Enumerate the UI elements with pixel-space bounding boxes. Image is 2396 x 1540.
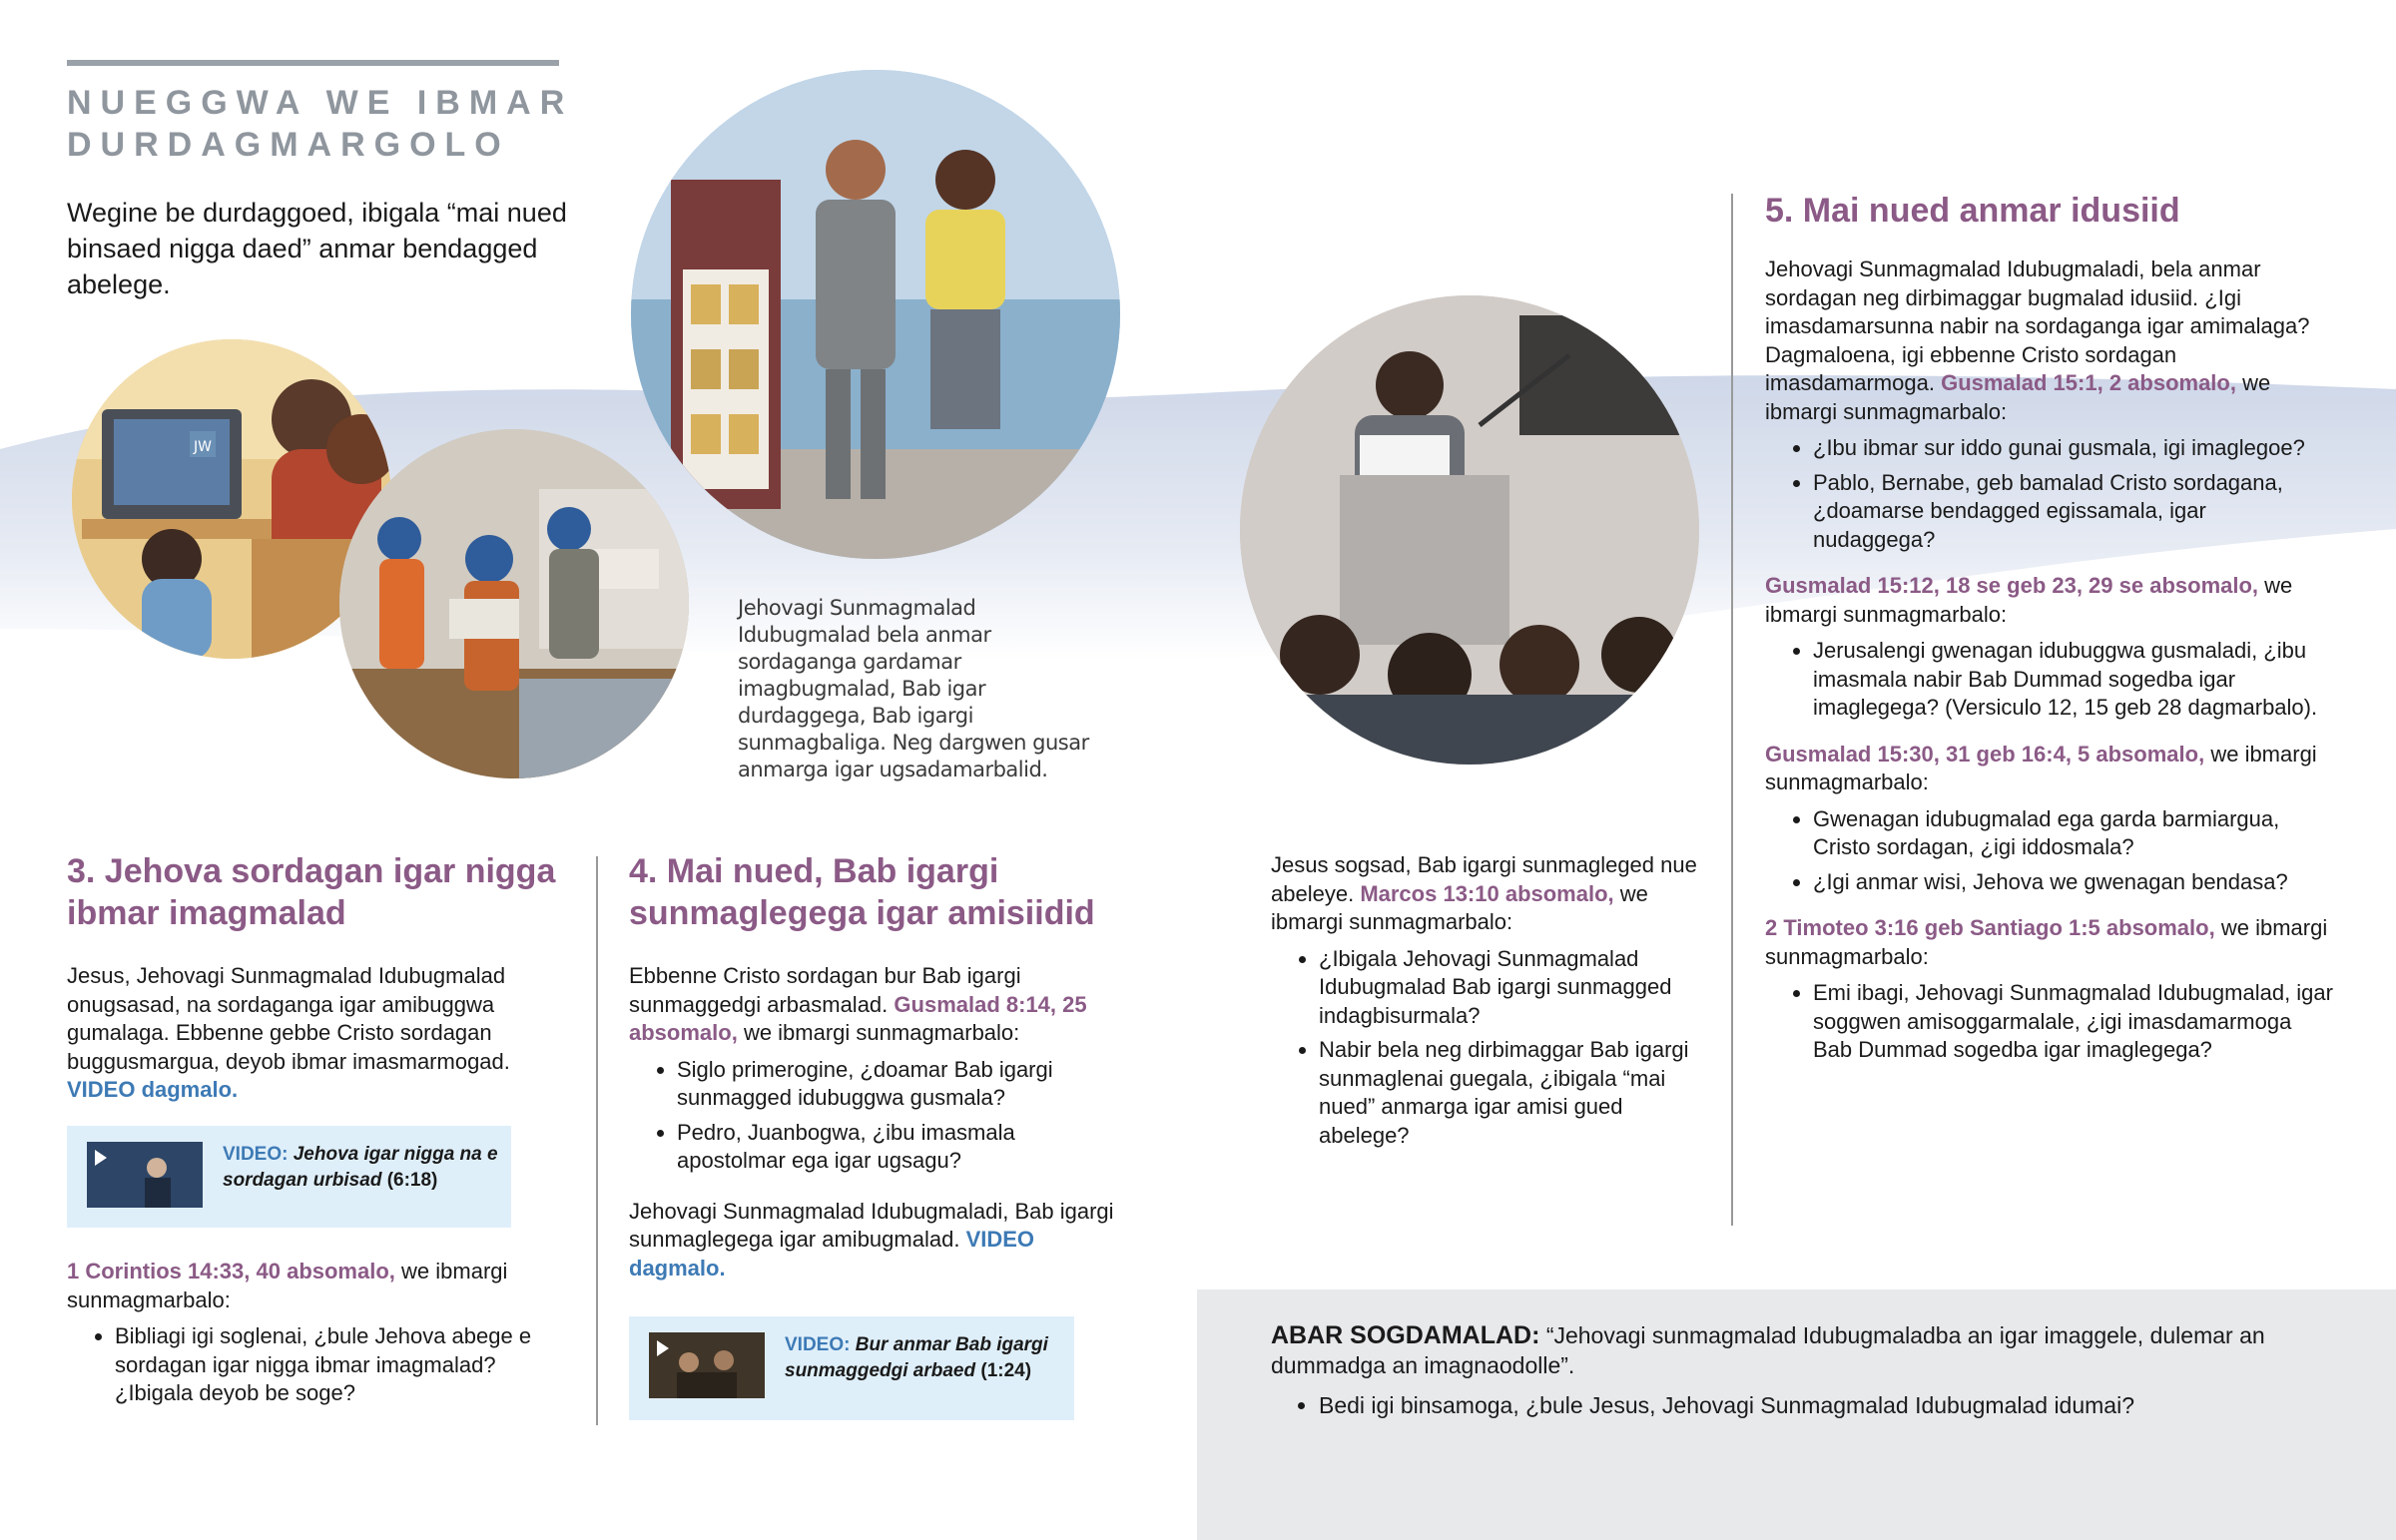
section-4-video-link[interactable]: VIDEO dagmalo. <box>629 1227 1035 1281</box>
section-5-ref-1[interactable]: Gusmalad 15:1, 2 absomalo, <box>1941 370 2236 395</box>
column-divider <box>1731 194 1733 1226</box>
section-4-body-2: Jehovagi Sunmagmalad Idubugmaladi, Bab igargi sunmaglegega igar amibugmalad. VIDEO dagmalo. <box>629 1198 1114 1281</box>
objection-block <box>1271 1320 2269 1426</box>
section-4-body: Ebbenne Cristo sordagan bur Bab igargi sunmaggedgi arbasmalad. Gusmalad 8:14, 25 absomalo, we ibmargi sunmagmarbalo: <box>629 963 1087 1045</box>
video-thumbnail[interactable] <box>87 1142 203 1208</box>
section-5-ref-4[interactable]: 2 Timoteo 3:16 geb Santiago 1:5 absomalo, <box>1765 915 2215 940</box>
objection-label: ABAR SOGDAMALAD: <box>1271 1321 1540 1349</box>
section-5-ref-2[interactable]: Gusmalad 15:12, 18 se geb 23, 29 se absomalo, <box>1765 573 2259 598</box>
section-5: 5. Mai nued anmar idusiid Jehovagi Sunmagmalad Idubugmaladi, bela anmar sordagan neg dirbimaggar bugmalad idusiid. ¿Igi imasdamarsunna nabir na sordaganga igar amimalaga? Dagmaloena, igi ebbenne Cristo sordagan imasdamarmoga. Gusmalad 15:1, 2 absomalo, we ibmargi sunmagmarbalo: • ¿Ibu ibmar sur iddo gunai gusmala, igi imaglegoe? • Pablo, Bernabe, geb bamalad Cristo sordagana, ¿doamarse bendagged egissamala, igar nudaggega? Gusmalad 15:12, 18 se geb 23, 29 se absomalo, we ibmargi sunmagmarbalo: • Jerusalengi gwenagan idubuggwa gusmaladi, ¿ibu imasmala nabir Bab Dummad sogedba igar imaglegega? (Versiculo 12, 15 geb 28 dagmarbalo). Gusmalad 15:30, 31 geb 16:4, 5 absomalo, we ibmargi sunmagmarbalo: • Gwenagan idubugmalad ega garda barmiargua, Cristo sordagan, ¿igi iddosmala? • ¿Igi anmar wisi, Jehova we gwenagan bendasa? 2 Timoteo 3:16 geb Santiago 1:5 absomalo, we ibmargi sunmagmarbalo: • Emi ibagi, Jehovagi Sunmagmalad Idubugmalad, igar soggwen amisoggarmalale, ¿igi imasdamarmoga Bab Dummad sogedba igar imaglegega? <box>1765 190 2334 1071</box>
section-3-discussion: 1 Corintios 14:33, 40 absomalo, we ibmargi sunmagmarbalo: • Bibliagi igi soglenai, ¿bule Jehova abege e sordagan igar nigga ibmar imagmalad? ¿Ibigala deyob be soge? <box>67 1258 566 1414</box>
list-item: • Jerusalengi gwenagan idubuggwa gusmaladi, ¿ibu imasmala nabir Bab Dummad sogedba igar imaglegega? (Versiculo 12, 15 geb 28 dagmarbalo). <box>1813 637 2334 723</box>
section-4-continued: Jesus sogsad, Bab igargi sunmagleged nue abeleye. Marcos 13:10 absomalo, we ibmargi sunmagmarbalo: • ¿Ibigala Jehovagi Sunmagmalad Idubugmalad Bab igargi sunmagged indagbisurmala? • Nabir bela neg dirbimaggar Bab igargi sunmaglenai guegala, ¿ibigala “mai nued” anmarga igar amisi gued abelege? <box>1271 851 1710 1156</box>
list-item: • Emi ibagi, Jehovagi Sunmagmalad Idubugmalad, igar soggwen amisoggarmalale, ¿igi imasdamarmoga Bab Dummad sogedba igar imaglegega? <box>1813 979 2334 1065</box>
section-5-questions-4 <box>1765 979 2334 1065</box>
middle-ref[interactable]: Marcos 13:10 absomalo, <box>1360 880 1614 906</box>
section-4-title: 4. Mai nued, Bab igargi sunmaglegega igar amisiidid <box>629 852 1095 932</box>
list-item: • Bedi igi binsamoga, ¿bule Jesus, Jehovagi Sunmagmalad Idubugmalad idumai? <box>1319 1390 2269 1420</box>
column-divider <box>596 856 598 1425</box>
section-3-title: 3. Jehova sordagan igar nigga ibmar imagmalad <box>67 852 556 932</box>
public-witnessing-illustration <box>631 70 1120 559</box>
illustration-caption: Jehovagi Sunmagmalad Idubugmalad bela anmar sordaganga gardamar imagbugmalad, Bab igar durdaggega, Bab igargi sunmagbaliga. Neg dargwen gusar anmarga igar ugsadamarbalid. <box>738 596 1089 781</box>
tv-logo-text: JW <box>194 439 212 455</box>
list-item: • Pedro, Juanbogwa, ¿ibu imasmala apostolmar ega igar ugsagu? <box>677 1119 1128 1176</box>
section-3-video-text: VIDEO: Jehova igar nigga na e sordagan urbisad (6:18) <box>223 1144 498 1191</box>
section-3-video-link[interactable]: VIDEO dagmalo. <box>67 1077 239 1102</box>
list-item: • Nabir bela neg dirbimaggar Bab igargi sunmaglenai guegala, ¿ibigala “mai nued” anmarga igar amisi gued abelege? <box>1319 1036 1710 1150</box>
list-item: • ¿Ibu ibmar sur iddo gunai gusmala, igi imaglegoe? <box>1813 434 2334 463</box>
section-4-video-card[interactable] <box>629 1316 1074 1420</box>
section-3 <box>67 850 566 1105</box>
section-3-body: Jesus, Jehovagi Sunmagmalad Idubugmalad onugsasad, na sordaganga igar amibuggwa gumalaga. Ebbenne gebbe Cristo sordagan buggusmargua, deyob ibmar imasmarmogad. VIDEO dagmalo. <box>67 963 510 1102</box>
list-item: • ¿Ibigala Jehovagi Sunmagmalad Idubugmalad Bab igargi sunmagged indagbisurmala? <box>1319 945 1710 1031</box>
list-item: • Siglo primerogine, ¿doamar Bab igargi sunmagged idubuggwa gusmala? <box>677 1056 1128 1113</box>
middle-questions <box>1271 945 1710 1151</box>
section-5-questions-1 <box>1765 434 2334 554</box>
section-5-body: Jehovagi Sunmagmalad Idubugmaladi, bela anmar sordagan neg dirbimaggar bugmalad idusiid. ¿Igi imasdamarsunna nabir na sordaganga igar amimalaga? Dagmaloena, igi ebbenne Cristo sordagan imasdamarmoga. Gusmalad 15:1, 2 absomalo, we ibmargi sunmagmarbalo: <box>1765 257 2310 424</box>
list-item: • ¿Igi anmar wisi, Jehova we gwenagan bendasa? <box>1813 868 2334 897</box>
section-3-video-card[interactable] <box>67 1126 511 1228</box>
list-item: • Bibliagi igi soglenai, ¿bule Jehova abege e sordagan igar nigga ibmar imagmalad? ¿Ibigala deyob be soge? <box>115 1322 566 1408</box>
section-5-ref-3[interactable]: Gusmalad 15:30, 31 geb 16:4, 5 absomalo, <box>1765 741 2205 767</box>
section-kicker: NUEGGWA WE IBMAR DURDAGMARGOLO <box>67 84 574 164</box>
video-thumbnail[interactable] <box>649 1332 765 1398</box>
section-5-title: 5. Mai nued anmar idusiid <box>1765 192 2180 230</box>
section-4-video-text: VIDEO: Bur anmar Bab igargi sunmaggedgi arbaed (1:24) <box>785 1334 1048 1381</box>
speaker-illustration <box>1240 295 1699 765</box>
section-5-questions-2 <box>1765 637 2334 723</box>
objection-quote: “Jehovagi sunmagmalad Idubugmaladba an igar imaggele, dulemar an dummadga an imagnaodolle”. <box>1271 1322 2265 1378</box>
list-item: • Pablo, Bernabe, geb bamalad Cristo sordagana, ¿doamarse bendagged egissamala, igar nudaggega? <box>1813 469 2334 555</box>
list-item: • Gwenagan idubugmalad ega garda barmiargua, Cristo sordagan, ¿igi iddosmala? <box>1813 805 2334 862</box>
section-4-questions <box>629 1056 1128 1176</box>
section-3-questions <box>67 1322 566 1408</box>
header-rule <box>67 60 559 66</box>
objection-questions <box>1271 1390 2269 1420</box>
section-4 <box>629 850 1128 1283</box>
section-5-questions-3 <box>1765 805 2334 897</box>
section-3-ref[interactable]: 1 Corintios 14:33, 40 absomalo, <box>67 1259 395 1283</box>
volunteers-illustration <box>339 429 689 778</box>
section-4-ref[interactable]: Gusmalad 8:14, 25 absomalo, <box>629 991 1087 1045</box>
intro-text: Wegine be durdaggoed, ibigala “mai nued binsaed nigga daed” anmar bendagged abelege. <box>67 198 567 299</box>
